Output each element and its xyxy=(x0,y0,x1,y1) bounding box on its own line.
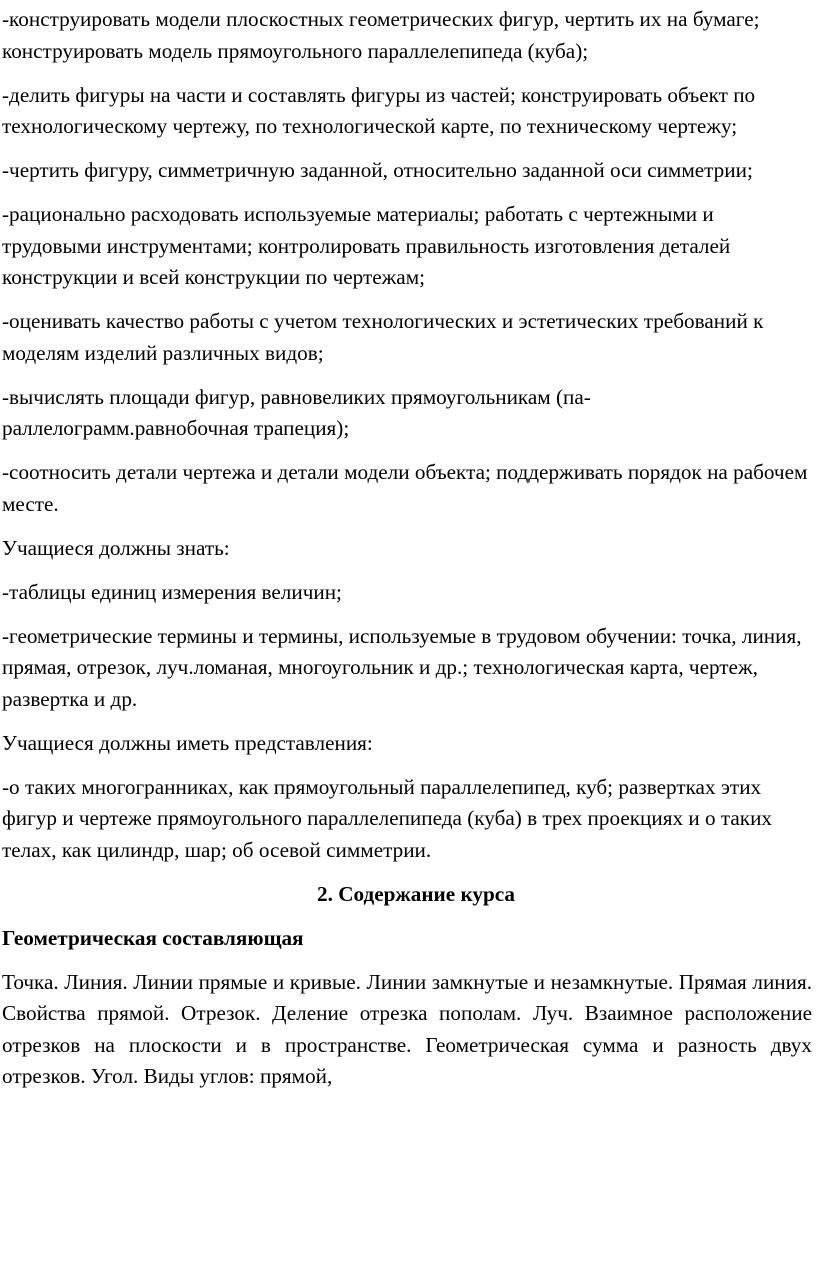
knowledge-item-units: -таблицы единиц измерения величин; xyxy=(2,579,342,604)
section-heading: 2. Содержание курса xyxy=(317,881,515,906)
skill-item-construct-models: -конструировать модели плоскостных геометрических фигур, чертить их на бумаге; конструировать модель прямоугольного параллелепипеда (куба); xyxy=(2,7,760,63)
knowledge-item-terms: -геометрические термины и термины, используемые в трудовом обучении: точка, линия, прямая, отрезок, луч.ломаная, многоугольник и др.; технологическая карта, чертеж, развертка и др. xyxy=(2,623,802,711)
ideas-item-polyhedra: -о таких многогранниках, как прямоугольный параллелепипед, куб; развертках этих фигур и чертеже прямоугольного параллелепипеда (куба) в трех проекциях и о таких телах, как цилиндр, шар; об осевой симметрии. xyxy=(2,774,773,862)
skill-item-evaluate-quality: -оценивать качество работы с учетом технологических и эстетических требований к моделям изделий различных видов; xyxy=(2,309,764,365)
body-paragraph: Точка. Линия. Линии прямые и кривые. Линии замкнутые и незамкнутые. Прямая линия. Свойства прямой. Отрезок. Деление отрезка пополам. Луч. Взаимное расположение отрезков на плоскости и в пространстве. Геометрическая сумма и разность двух отрезков. Угол. Виды углов: прямой, xyxy=(2,969,812,1088)
subsection-heading: Геометрическая составляющая xyxy=(2,925,304,950)
skill-item-calculate-areas: -вычислять площади фигур, равновеликих прямоугольникам (па-раллелограмм.равнобочная трапеция); xyxy=(2,384,591,440)
ideas-intro: Учащиеся должны иметь представления: xyxy=(2,730,373,755)
skill-item-correlate-details: -соотносить детали чертежа и детали модели объекта; поддерживать порядок на рабочем месте. xyxy=(2,460,808,516)
knowledge-intro: Учащиеся должны знать: xyxy=(2,535,230,560)
skill-item-draw-symmetric: -чертить фигуру, симметричную заданной, относительно заданной оси симметрии; xyxy=(2,158,753,182)
skill-item-divide-figures: -делить фигуры на части и составлять фигуры из частей; конструировать объект по технологическому чертежу, по технологической карте, по техническому чертежу; xyxy=(2,82,756,138)
skill-item-use-materials: -рационально расходовать используемые материалы; работать с чертежными и трудовыми инструментами; контролировать правильность изготовления деталей конструкции и всей конструкции по чертежам; xyxy=(2,202,731,289)
